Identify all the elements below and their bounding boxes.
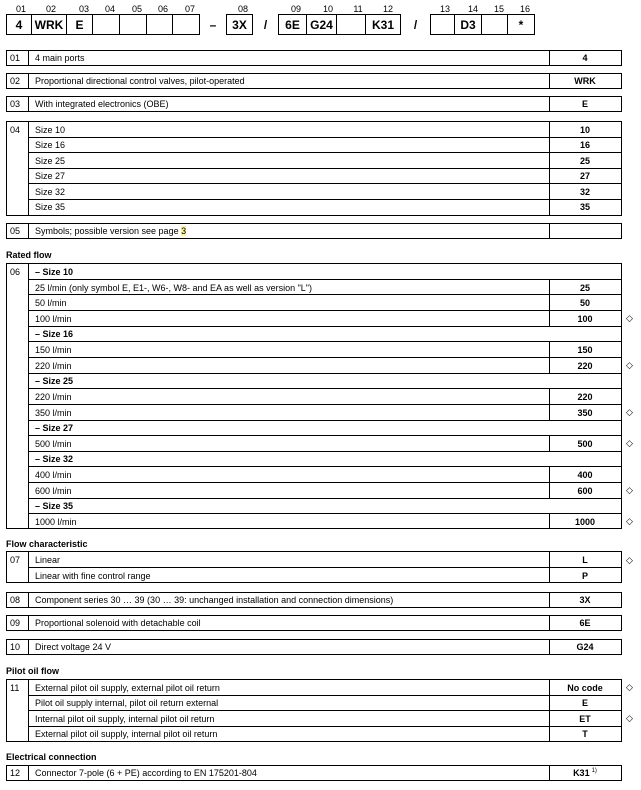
pos-14: 14 [467, 4, 478, 14]
option-code: L [582, 555, 588, 565]
code-cell [120, 14, 147, 35]
option-code: P [581, 571, 588, 581]
pos-10: 10 [322, 4, 333, 14]
option-text: 4 main ports [35, 53, 85, 63]
code-cell [482, 14, 508, 35]
code-cell [430, 14, 455, 35]
footnote-ref: 1) [591, 768, 597, 774]
option-text: Internal pilot oil supply, internal pilot oil return [35, 714, 215, 724]
option-text: Linear [35, 555, 61, 565]
option-code: ET [579, 714, 591, 724]
section-title-electrical-connection: Electrical connection [6, 752, 97, 762]
option-code: 600 [577, 486, 593, 496]
pos-09: 09 [290, 4, 301, 14]
code-cell: 4 [6, 14, 32, 35]
preferred-marker: ◇ [626, 485, 633, 495]
option-number: 09 [7, 616, 29, 630]
preferred-marker: ◇ [626, 407, 633, 417]
option-number: 01 [7, 51, 29, 65]
option-block-01 [6, 50, 622, 66]
option-text: With integrated electronics (OBE) [35, 99, 169, 109]
pos-06: 06 [157, 4, 168, 14]
code-cell: G24 [307, 14, 337, 35]
pos-13: 13 [439, 4, 450, 14]
option-block-02 [6, 73, 622, 89]
option-number: 12 [7, 766, 29, 780]
option-block-09 [6, 615, 622, 631]
code-cell: D3 [455, 14, 482, 35]
option-text: Size 35 [35, 202, 66, 212]
option-code: No code [567, 683, 603, 693]
size-heading: – Size 35 [35, 501, 74, 511]
option-number: 02 [7, 74, 29, 88]
option-text: 1000 l/min [35, 517, 77, 527]
preferred-marker: ◇ [626, 682, 633, 692]
option-number: 08 [7, 593, 29, 607]
option-number: 04 [7, 122, 29, 215]
option-block-12 [6, 765, 622, 781]
option-text: Size 10 [35, 125, 66, 135]
size-heading: – Size 25 [35, 376, 74, 386]
option-code: 400 [577, 470, 593, 480]
code-cell: WRK [32, 14, 67, 35]
section-title-flow-characteristic: Flow characteristic [6, 539, 88, 549]
size-heading: – Size 27 [35, 423, 74, 433]
option-text: 150 l/min [35, 345, 72, 355]
preferred-marker: ◇ [626, 713, 633, 723]
pos-16: 16 [519, 4, 530, 14]
pos-03: 03 [78, 4, 89, 14]
pos-02: 02 [45, 4, 56, 14]
option-block-03 [6, 96, 622, 112]
option-text: Symbols; possible version see page 3 [35, 226, 187, 236]
option-text: Component series 30 … 39 (30 … 39: unchanged installation and connection dimensions) [35, 595, 394, 605]
option-code: 25 [579, 156, 590, 166]
option-code: 4 [582, 53, 588, 63]
preferred-marker: ◇ [626, 360, 633, 370]
option-text: Size 16 [35, 140, 66, 150]
option-code: 10 [579, 125, 590, 135]
option-code: E [581, 99, 588, 109]
pos-12: 12 [382, 4, 393, 14]
option-text: Size 25 [35, 156, 66, 166]
option-code: 220 [577, 361, 593, 371]
option-text: 100 l/min [35, 314, 72, 324]
option-text: External pilot oil supply, internal pilot oil return [35, 729, 218, 739]
size-heading: – Size 16 [35, 329, 74, 339]
option-code: 27 [579, 171, 590, 181]
pos-07: 07 [184, 4, 195, 14]
option-code: 32 [579, 187, 590, 197]
option-number: 10 [7, 640, 29, 654]
option-text: Linear with fine control range [35, 571, 151, 581]
option-text: Size 32 [35, 187, 66, 197]
code-cell [173, 14, 200, 35]
code-cell [337, 14, 366, 35]
option-text: Proportional directional control valves, pilot-operated [35, 76, 245, 86]
code-slash: / [413, 17, 418, 32]
option-block-07 [6, 551, 622, 583]
option-text: 220 l/min [35, 392, 72, 402]
option-block-10 [6, 639, 622, 655]
option-block-05 [6, 223, 622, 239]
option-text: Size 27 [35, 171, 66, 181]
size-heading: – Size 32 [35, 454, 74, 464]
preferred-marker: ◇ [626, 555, 633, 565]
option-code: 25 [579, 283, 590, 293]
pos-04: 04 [104, 4, 115, 14]
pos-05: 05 [131, 4, 142, 14]
pos-11: 11 [353, 4, 363, 14]
code-cell [147, 14, 173, 35]
page-link[interactable]: 3 [181, 226, 187, 236]
option-text: External pilot oil supply, external pilot oil return [35, 683, 220, 693]
code-cell: * [508, 14, 535, 35]
option-code: 1000 [574, 517, 596, 527]
option-number: 06 [7, 264, 29, 528]
preferred-marker: ◇ [626, 516, 633, 526]
option-text: Pilot oil supply internal, pilot oil return external [35, 698, 219, 708]
pos-01: 01 [15, 4, 26, 14]
section-title-rated-flow: Rated flow [6, 250, 52, 260]
option-text: Proportional solenoid with detachable coil [35, 618, 201, 628]
option-code: 16 [579, 140, 590, 150]
option-text: 25 l/min (only symbol E, E1-, W6-, W8- and EA as well as version "L") [35, 283, 312, 293]
option-text: 350 l/min [35, 408, 72, 418]
option-code: 3X [579, 595, 591, 605]
code-cell [93, 14, 120, 35]
option-code: 350 [577, 408, 593, 418]
option-block-08 [6, 592, 622, 608]
option-number: 11 [7, 680, 29, 741]
option-code: 220 [577, 392, 593, 402]
option-code: 150 [577, 345, 593, 355]
section-title-pilot-oil-flow: Pilot oil flow [6, 666, 59, 676]
option-block-06 [6, 263, 622, 529]
option-code: K31 $^{1)}$ [573, 768, 597, 778]
code-slash: / [263, 17, 268, 32]
code-dash: – [209, 17, 217, 32]
option-text: 600 l/min [35, 486, 72, 496]
code-cell: 3X [226, 14, 253, 35]
option-text: Connector 7-pole (6 + PE) according to EN 175201-804 [35, 768, 257, 778]
option-code: 6E [579, 618, 591, 628]
option-number: 03 [7, 97, 29, 111]
option-code: T [582, 729, 588, 739]
option-text: 500 l/min [35, 439, 72, 449]
option-code: E [581, 698, 588, 708]
option-code: 100 [577, 314, 593, 324]
option-code: 35 [579, 202, 590, 212]
option-text: 400 l/min [35, 470, 72, 480]
option-block-11 [6, 679, 622, 742]
option-text: Direct voltage 24 V [35, 642, 112, 652]
option-text: 50 l/min [35, 298, 67, 308]
preferred-marker: ◇ [626, 313, 633, 323]
code-cell: K31 [366, 14, 401, 35]
option-code: 50 [579, 298, 590, 308]
pos-15: 15 [493, 4, 504, 14]
option-text: 220 l/min [35, 361, 72, 371]
code-cell: 6E [278, 14, 307, 35]
option-block-04 [6, 121, 622, 216]
option-number: 07 [7, 552, 29, 582]
option-code: WRK [574, 76, 596, 86]
preferred-marker: ◇ [626, 438, 633, 448]
option-code: 500 [577, 439, 593, 449]
option-number: 05 [7, 224, 29, 238]
ordering-code-row [6, 14, 535, 35]
code-cell: E [67, 14, 93, 35]
pos-08: 08 [237, 4, 248, 14]
option-code: G24 [576, 642, 594, 652]
size-heading: – Size 10 [35, 267, 74, 277]
